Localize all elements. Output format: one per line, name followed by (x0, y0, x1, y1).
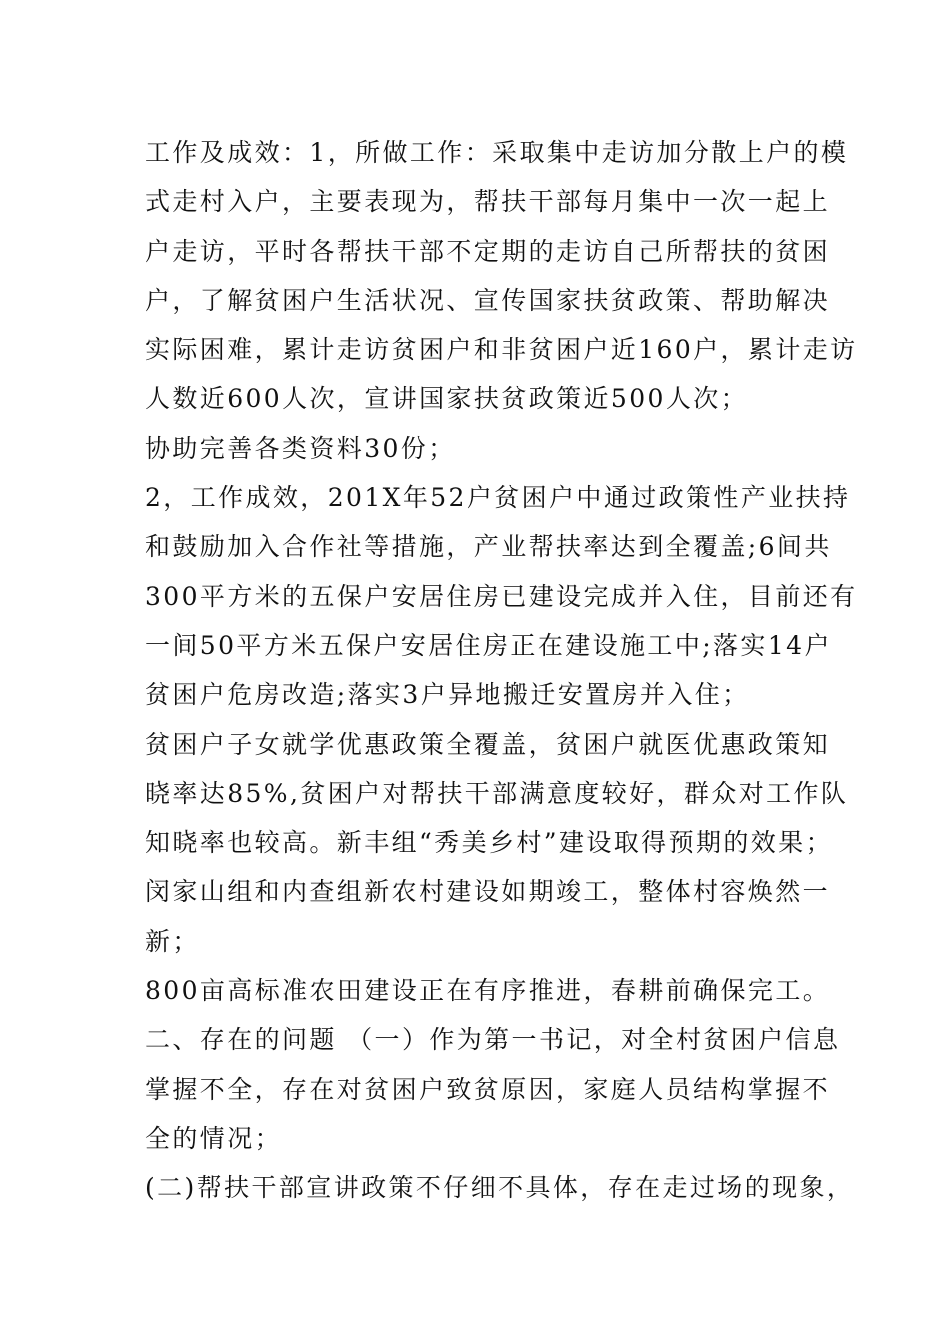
document-body (145, 128, 858, 1213)
text-line: 贫困户危房改造;落实3户异地搬迁安置房并入住； (145, 680, 750, 710)
text-line: 实际困难，累计走访贫困户和非贫困户近160户，累计走访 (145, 335, 858, 365)
text-line: 人数近600人次，宣讲国家扶贫政策近500人次； (145, 384, 749, 414)
text-line: 知晓率也较高。新丰组“秀美乡村”建设取得预期的效果； (145, 828, 833, 858)
text-line: 和鼓励加入合作社等措施，产业帮扶率达到全覆盖;6间共 (145, 532, 832, 562)
text-line: 协助完善各类资料30份； (145, 433, 456, 463)
text-line: 贫困户子女就学优惠政策全覆盖，贫困户就医优惠政策知 (145, 729, 831, 759)
text-line: 掌握不全，存在对贫困户致贫原因，家庭人员结构掌握不 (145, 1074, 831, 1104)
text-line: 新； (145, 926, 200, 956)
text-line: 二、存在的问题 （一）作为第一书记，对全村贫困户信息 (145, 1025, 841, 1055)
text-line: 800亩高标准农田建设正在有序推进，春耕前确保完工。 (145, 976, 831, 1006)
text-line: 全的情况； (145, 1123, 283, 1153)
text-line: 式走村入户，主要表现为，帮扶干部每月集中一次一起上 (145, 187, 831, 217)
text-line: 户，了解贫困户生活状况、宣传国家扶贫政策、帮助解决 (145, 285, 831, 315)
text-line: 工作及成效：1，所做工作：采取集中走访加分散上户的模 (145, 138, 849, 167)
text-line: 300平方米的五保户安居住房已建设完成并入住，目前还有 (145, 581, 858, 611)
text-line: 户走访，平时各帮扶干部不定期的走访自己所帮扶的贫困 (145, 236, 831, 266)
text-line: 闵家山组和内查组新农村建设如期竣工，整体村容焕然一 (145, 877, 831, 907)
text-line: 2，工作成效，201X年52户贫困户中通过政策性产业扶持 (145, 483, 851, 513)
text-line: 晓率达85%,贫困户对帮扶干部满意度较好，群众对工作队 (145, 778, 849, 808)
text-line: (二)帮扶干部宣讲政策不仔细不具体，存在走过场的现象， (145, 1173, 855, 1203)
text-line: 一间50平方米五保户安居住房正在建设施工中;落实14户 (145, 630, 832, 660)
